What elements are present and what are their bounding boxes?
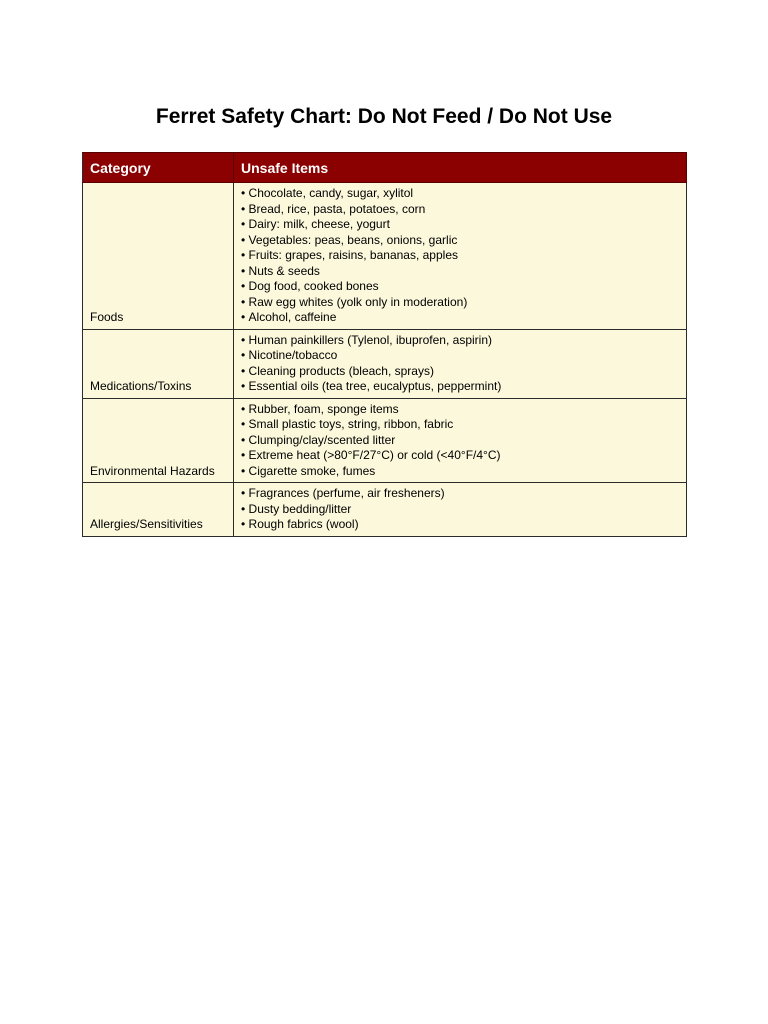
list-item: • Chocolate, candy, sugar, xylitol	[241, 186, 679, 202]
list-item: • Fruits: grapes, raisins, bananas, apples	[241, 248, 679, 264]
category-cell: Medications/Toxins	[83, 329, 234, 398]
list-item: • Clumping/clay/scented litter	[241, 433, 679, 449]
list-item: • Dog food, cooked bones	[241, 279, 679, 295]
column-header-category: Category	[83, 153, 234, 183]
category-cell: Environmental Hazards	[83, 398, 234, 483]
list-item: • Nuts & seeds	[241, 264, 679, 280]
list-item: • Dusty bedding/litter	[241, 502, 679, 518]
list-item: • Cigarette smoke, fumes	[241, 464, 679, 480]
list-item: • Dairy: milk, cheese, yogurt	[241, 217, 679, 233]
column-header-unsafe-items: Unsafe Items	[234, 153, 687, 183]
table-row	[83, 398, 687, 483]
list-item: • Raw egg whites (yolk only in moderation)	[241, 295, 679, 311]
list-item: • Fragrances (perfume, air fresheners)	[241, 486, 679, 502]
table-body	[83, 183, 687, 537]
category-cell: Foods	[83, 183, 234, 330]
category-cell: Allergies/Sensitivities	[83, 483, 234, 537]
list-item: • Vegetables: peas, beans, onions, garlic	[241, 233, 679, 249]
unsafe-items-cell	[234, 483, 687, 537]
list-item: • Extreme heat (>80°F/27°C) or cold (<40°F/4°C)	[241, 448, 679, 464]
list-item: • Bread, rice, pasta, potatoes, corn	[241, 202, 679, 218]
table-row	[83, 329, 687, 398]
table-row	[83, 483, 687, 537]
list-item: • Cleaning products (bleach, sprays)	[241, 364, 679, 380]
unsafe-items-cell	[234, 329, 687, 398]
table-row	[83, 183, 687, 330]
list-item: • Human painkillers (Tylenol, ibuprofen, aspirin)	[241, 333, 679, 349]
list-item: • Nicotine/tobacco	[241, 348, 679, 364]
unsafe-items-list	[241, 186, 679, 326]
unsafe-items-cell	[234, 183, 687, 330]
list-item: • Rubber, foam, sponge items	[241, 402, 679, 418]
unsafe-items-list	[241, 402, 679, 480]
safety-table	[82, 152, 687, 537]
list-item: • Essential oils (tea tree, eucalyptus, peppermint)	[241, 379, 679, 395]
unsafe-items-list	[241, 486, 679, 533]
table-header	[83, 153, 687, 183]
header-row	[83, 153, 687, 183]
list-item: • Alcohol, caffeine	[241, 310, 679, 326]
page-title: Ferret Safety Chart: Do Not Feed / Do Not Use	[155, 105, 613, 128]
unsafe-items-list	[241, 333, 679, 395]
list-item: • Small plastic toys, string, ribbon, fabric	[241, 417, 679, 433]
list-item: • Rough fabrics (wool)	[241, 517, 679, 533]
unsafe-items-cell	[234, 398, 687, 483]
